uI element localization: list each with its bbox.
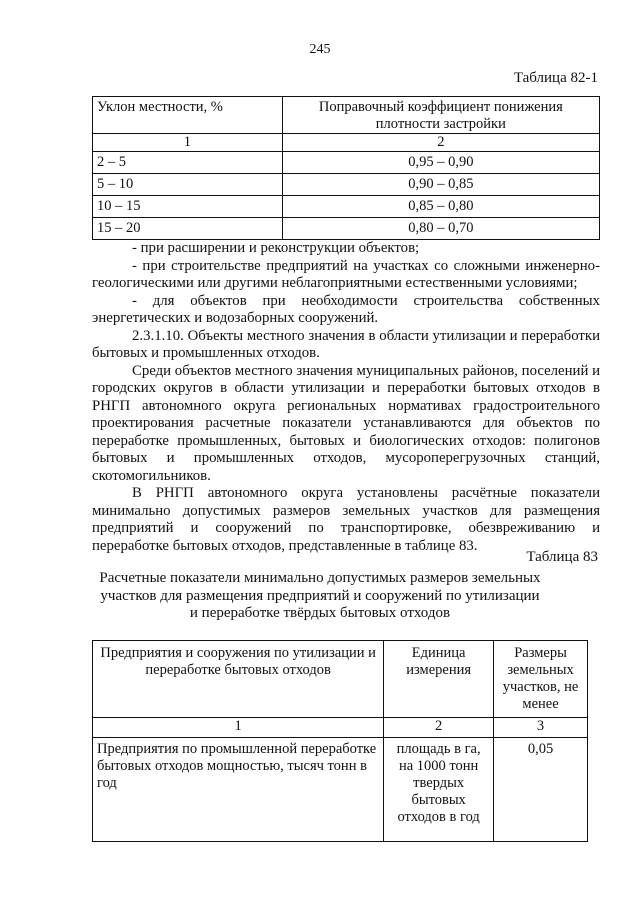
column-number-cell: 1 (93, 134, 283, 152)
section-heading: 2.3.1.10. Объекты местного значения в области утилизации и переработки бытовых и промышленных отходов. (92, 327, 600, 361)
table-cell: 15 – 20 (93, 218, 283, 240)
paragraph: В РНГП автономного округа установлены расчётные показатели минимально допустимых размеров земельных участков для размещения предприятий и сооружений по транспортировке, обезвреживанию и переработке бытовых отходов, представленные в таблице 83. (92, 485, 600, 554)
table-row (93, 738, 588, 842)
table-cell: 0,85 – 0,80 (282, 196, 599, 218)
table-cell: 0,80 – 0,70 (282, 218, 599, 240)
table-row (93, 196, 600, 218)
column-number-cell: 3 (494, 718, 588, 738)
page-number: 245 (309, 42, 331, 57)
table-83 (92, 640, 588, 842)
table-cell: 0,95 – 0,90 (282, 152, 599, 174)
table-cell: 0,05 (494, 738, 588, 842)
table-row (93, 174, 600, 196)
table-cell: 2 – 5 (93, 152, 283, 174)
table-cell: Предприятия по промышленной переработке бытовых отходов мощностью, тысяч тонн в год (93, 738, 384, 842)
column-number-row (93, 134, 600, 152)
table-header-row (93, 641, 588, 718)
column-number-cell: 2 (384, 718, 494, 738)
table-header-row (93, 97, 600, 134)
header-cell: Размеры земельных участков, не менее (494, 641, 588, 718)
column-number-cell: 1 (93, 718, 384, 738)
table-row (93, 152, 600, 174)
table-cell: 5 – 10 (93, 174, 283, 196)
bullet-item: - при строительстве предприятий на участках со сложными инженерно-геологическими или другими неблагоприятными естественными условиями; (92, 257, 600, 291)
table-83-caption: Таблица 83 (526, 549, 598, 565)
table-83-title: Расчетные показатели минимально допустимых размеров земельных участков для размещения предприятий и сооружений по утилизации и переработке твёрдых бытовых отходов (99, 570, 541, 621)
column-number-cell: 2 (282, 134, 599, 152)
table-cell: 0,90 – 0,85 (282, 174, 599, 196)
table-cell: площадь в га, на 1000 тонн твердых бытовых отходов в год (384, 738, 494, 842)
body-text (92, 240, 600, 555)
table-82-1 (92, 96, 600, 240)
table-82-1-caption: Таблица 82-1 (513, 70, 598, 86)
table-row (93, 218, 600, 240)
header-cell: Поправочный коэффициент понижения плотности застройки (282, 97, 599, 134)
column-number-row (93, 718, 588, 738)
header-cell: Уклон местности, % (93, 97, 283, 134)
paragraph: Среди объектов местного значения муниципальных районов, поселений и городских округов в области утилизации и переработки бытовых отходов в РНГП автономного округа региональных нормативах градостроительного проектирования расчетные показатели устанавливаются для объектов по переработке промышленных, бытовых и биологических отходов: полигонов бытовых и промышленных отходов, мусороперегрузочных станций, скотомогильников. (92, 362, 600, 484)
bullet-item: - для объектов при необходимости строительства собственных энергетических и водозаборных сооружений. (92, 292, 600, 326)
bullet-item: - при расширении и реконструкции объектов; (132, 240, 420, 256)
table-cell: 10 – 15 (93, 196, 283, 218)
header-cell: Предприятия и сооружения по утилизации и переработке бытовых отходов (93, 641, 384, 718)
header-cell: Единица измерения (384, 641, 494, 718)
